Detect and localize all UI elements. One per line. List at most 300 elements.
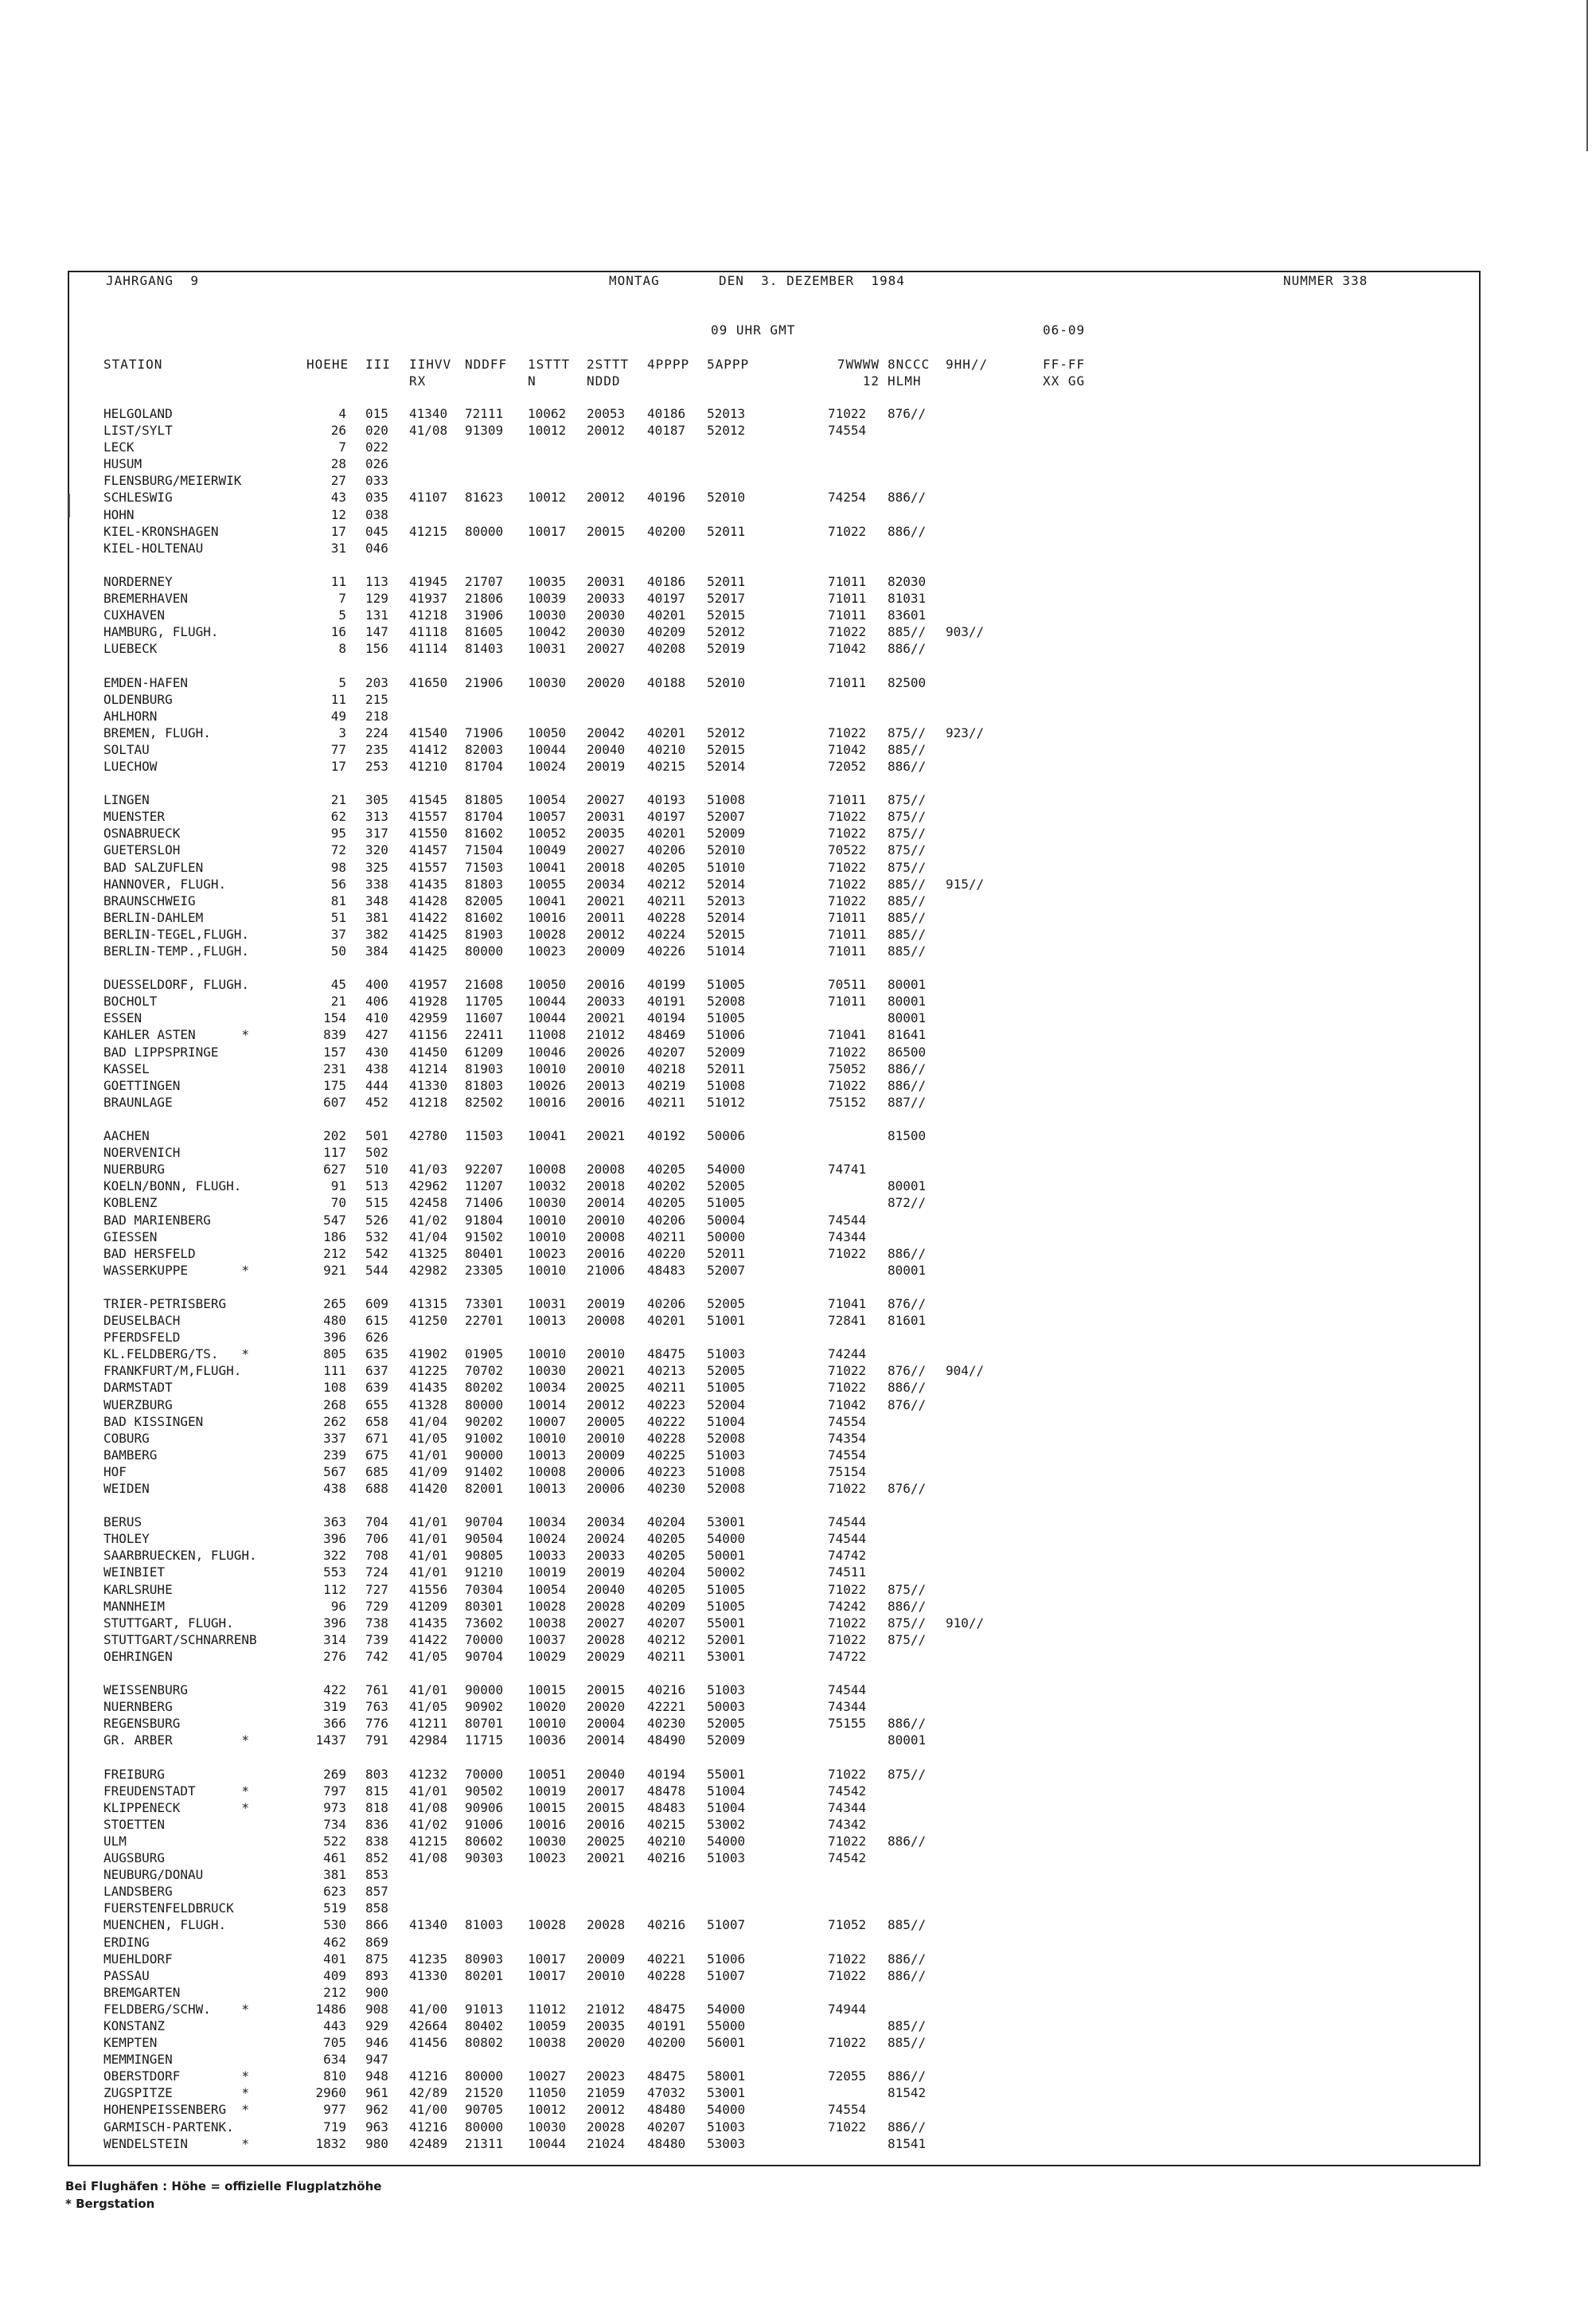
group-4pppp-cell: 40191 <box>647 994 686 1010</box>
group-9hh-cell <box>946 2017 984 2034</box>
blank-separator-row <box>465 1111 503 1127</box>
group-2sttt-cell: 20010 <box>587 1060 626 1076</box>
station-name-cell: OLDENBURG <box>103 691 173 707</box>
group-7wwww-cell: 74542 <box>828 1850 867 1866</box>
group-8nccc-cell <box>888 1564 926 1580</box>
group-4pppp-cell <box>647 1329 685 1346</box>
group-4pppp-cell: 48483 <box>647 1799 686 1815</box>
group-2sttt-cell: 21012 <box>587 2001 626 2017</box>
group-4pppp-cell: 40205 <box>647 1531 686 1547</box>
station-height-cell: 401 <box>323 1951 346 1967</box>
group-9hh-cell <box>946 640 984 657</box>
group-1sttt-cell: 10034 <box>528 1514 567 1530</box>
group-iihvv-cell: 41425 <box>409 943 448 959</box>
group-9hh-cell <box>946 708 984 725</box>
station-name-cell: HAMBURG, FLUGH. <box>103 624 219 640</box>
group-9hh-cell <box>946 1934 984 1951</box>
group-8nccc-cell: 886// <box>888 490 927 506</box>
station-height-cell: 314 <box>323 1631 346 1647</box>
group-1sttt-cell: 10030 <box>528 2119 567 2135</box>
group-2sttt-cell: 20040 <box>587 741 626 757</box>
station-id-cell: 038 <box>365 506 388 522</box>
group-1sttt-cell: 10054 <box>528 1581 567 1597</box>
blank-separator-row <box>828 657 866 674</box>
group-1sttt-cell: 10015 <box>528 1682 567 1698</box>
station-height-cell: 231 <box>323 1060 346 1076</box>
group-2sttt-cell: 20021 <box>587 1010 626 1026</box>
group-nddff-cell: 80000 <box>465 943 504 959</box>
group-nddff-cell <box>465 1984 503 2001</box>
station-height-cell: 3 <box>338 725 346 740</box>
group-5appp-cell <box>707 1144 745 1161</box>
group-8nccc-cell: 80001 <box>888 1178 927 1194</box>
group-9hh-cell <box>946 506 984 523</box>
group-1sttt-cell: 10028 <box>528 1598 567 1614</box>
station-height-cell: 462 <box>323 1934 346 1950</box>
group-7wwww-cell: 71011 <box>828 943 867 959</box>
group-iihvv-cell <box>409 455 447 472</box>
station-height-cell: 212 <box>323 1984 346 2000</box>
group-nddff-cell: 90000 <box>465 1682 504 1698</box>
group-8nccc-cell: 885// <box>888 624 927 640</box>
group-nddff-cell: 80301 <box>465 1598 504 1614</box>
group-9hh-cell <box>946 859 984 876</box>
blank-separator-row <box>888 1497 926 1514</box>
station-height-cell: 11 <box>330 573 346 589</box>
station-height-cell: 438 <box>323 1481 346 1496</box>
group-2sttt-cell: 20016 <box>587 1816 626 1832</box>
station-id-cell: 224 <box>365 725 388 740</box>
group-4pppp-cell: 40188 <box>647 674 686 690</box>
group-8nccc-cell: 876// <box>888 1363 927 1379</box>
station-height-cell: 4 <box>338 406 346 421</box>
station-name-cell: BRAUNSCHWEIG <box>103 892 196 908</box>
col-header-5appp: 5APPP <box>707 357 750 372</box>
group-7wwww-cell: 74742 <box>828 1548 867 1564</box>
group-nddff-cell: 81805 <box>465 792 504 808</box>
group-2sttt-cell: 21006 <box>587 1262 626 1278</box>
group-5appp-cell <box>707 1329 745 1346</box>
station-name-cell: KASSEL <box>103 1060 150 1076</box>
group-5appp-cell: 52009 <box>707 1732 746 1748</box>
blank-separator-row <box>828 775 866 791</box>
group-iihvv-cell <box>409 1984 447 2001</box>
group-5appp-cell: 52005 <box>707 1295 746 1311</box>
station-id-cell: 803 <box>365 1766 388 1782</box>
group-1sttt-cell: 10013 <box>528 1313 567 1329</box>
group-4pppp-cell: 40218 <box>647 1060 686 1076</box>
group-2sttt-cell <box>587 1329 625 1346</box>
group-iihvv-cell: 41425 <box>409 926 448 942</box>
station-height-cell: 363 <box>323 1514 346 1530</box>
group-8nccc-cell: 886// <box>888 1598 927 1614</box>
station-name-cell: WEINBIET <box>103 1564 166 1580</box>
group-4pppp-cell: 40204 <box>647 1514 686 1530</box>
group-iihvv-cell: 41/02 <box>409 1212 448 1228</box>
group-2sttt-cell: 20028 <box>587 1917 626 1933</box>
group-9hh-cell <box>946 1849 984 1866</box>
group-8nccc-cell <box>888 1530 926 1547</box>
group-9hh-cell <box>946 1648 984 1665</box>
group-9hh-cell: 923// <box>946 725 985 740</box>
group-5appp-cell: 51003 <box>707 1682 746 1698</box>
station-id-cell: 305 <box>365 792 388 808</box>
group-1sttt-cell: 10013 <box>528 1481 567 1496</box>
group-9hh-cell <box>946 2119 984 2135</box>
group-iihvv-cell: 41928 <box>409 994 448 1010</box>
group-5appp-cell: 50000 <box>707 1228 746 1244</box>
station-id-cell: 658 <box>365 1413 388 1429</box>
group-8nccc-cell <box>888 1783 926 1799</box>
group-iihvv-cell: 41957 <box>409 977 448 993</box>
station-height-cell: 21 <box>330 994 346 1010</box>
group-2sttt-cell: 20028 <box>587 2119 626 2135</box>
group-2sttt-cell: 20020 <box>587 2035 626 2051</box>
group-2sttt-cell <box>587 2051 625 2068</box>
group-5appp-cell: 53001 <box>707 1648 746 1664</box>
station-id-cell: 853 <box>365 1867 388 1883</box>
station-id-cell: 348 <box>365 892 388 908</box>
group-nddff-cell: 73602 <box>465 1615 504 1631</box>
group-2sttt-cell <box>587 1900 625 1916</box>
group-2sttt-cell: 20040 <box>587 1766 626 1782</box>
group-9hh-cell <box>946 1447 984 1463</box>
group-7wwww-cell: 71011 <box>828 994 867 1010</box>
group-2sttt-cell: 20019 <box>587 1564 626 1580</box>
group-5appp-cell: 52008 <box>707 994 746 1010</box>
station-name-cell: MUEHLDORF <box>103 1951 173 1967</box>
group-5appp-cell: 53001 <box>707 2085 746 2101</box>
group-8nccc-cell: 886// <box>888 758 927 774</box>
station-id-cell: 410 <box>365 1010 388 1026</box>
group-2sttt-cell <box>587 439 625 455</box>
group-iihvv-cell: 41211 <box>409 1716 448 1732</box>
station-id-cell: 791 <box>365 1732 388 1748</box>
blank-separator-row <box>409 1497 447 1514</box>
group-iihvv-cell: 41/01 <box>409 1447 448 1463</box>
group-7wwww-cell: 72841 <box>828 1313 867 1329</box>
group-2sttt-cell <box>587 455 625 472</box>
station-id-cell: 020 <box>365 423 388 439</box>
group-7wwww-cell: 71011 <box>828 607 867 623</box>
station-id-cell: 526 <box>365 1212 388 1228</box>
group-4pppp-cell <box>647 439 685 455</box>
group-4pppp-cell: 40192 <box>647 1128 686 1144</box>
group-2sttt-cell: 20014 <box>587 1732 626 1748</box>
blank-separator-row <box>587 1279 625 1295</box>
group-9hh-cell <box>946 1194 984 1211</box>
station-name-cell: DEUSELBACH <box>103 1313 181 1329</box>
group-7wwww-cell: 71022 <box>828 892 867 908</box>
station-id-cell: 961 <box>365 2085 388 2101</box>
group-nddff-cell: 81803 <box>465 1077 504 1093</box>
group-9hh-cell <box>946 1077 984 1094</box>
blank-separator-row <box>946 657 984 674</box>
group-8nccc-cell <box>888 1866 926 1883</box>
group-4pppp-cell: 40213 <box>647 1363 686 1379</box>
group-5appp-cell: 51004 <box>707 1783 746 1799</box>
station-name-cell: GIESSEN <box>103 1228 158 1244</box>
station-height-cell: 72 <box>330 842 346 858</box>
group-nddff-cell <box>465 472 503 489</box>
blank-separator-row <box>647 775 685 791</box>
station-id-cell: 615 <box>365 1313 388 1329</box>
station-name-cell: HOHENPEISSENBERG * <box>103 2102 250 2118</box>
group-8nccc-cell <box>888 472 926 489</box>
group-1sttt-cell: 10051 <box>528 1766 567 1782</box>
group-2sttt-cell: 21059 <box>587 2085 626 2101</box>
group-5appp-cell: 52005 <box>707 1363 746 1379</box>
group-5appp-cell: 52009 <box>707 1044 746 1060</box>
group-2sttt-cell: 20012 <box>587 926 626 942</box>
group-9hh-cell <box>946 1379 984 1396</box>
group-nddff-cell: 81602 <box>465 909 504 925</box>
group-9hh-cell <box>946 422 984 439</box>
group-iihvv-cell: 42962 <box>409 1178 448 1194</box>
group-1sttt-cell <box>528 455 566 472</box>
station-height-cell: 519 <box>323 1900 346 1916</box>
group-iihvv-cell: 41218 <box>409 1094 448 1110</box>
station-height-cell: 1486 <box>315 2001 346 2017</box>
group-8nccc-cell <box>888 1329 926 1346</box>
group-iihvv-cell <box>409 540 447 557</box>
group-7wwww-cell <box>828 708 866 725</box>
station-height-cell: 56 <box>330 876 346 892</box>
blank-separator-row <box>707 657 745 674</box>
blank-separator-row <box>888 959 926 976</box>
station-height-cell: 1437 <box>315 1732 346 1748</box>
group-8nccc-cell <box>888 1447 926 1463</box>
volume-label: JAHRGANG 9 <box>106 273 199 288</box>
group-nddff-cell <box>465 1934 503 1951</box>
station-id-cell: 761 <box>365 1682 388 1698</box>
group-2sttt-cell: 20020 <box>587 674 626 690</box>
group-nddff-cell: 90906 <box>465 1799 504 1815</box>
station-height-cell: 396 <box>323 1330 346 1346</box>
group-5appp-cell: 51006 <box>707 1027 746 1043</box>
group-8nccc-cell <box>888 1883 926 1900</box>
group-2sttt-cell: 21024 <box>587 2135 626 2151</box>
group-9hh-cell: 915// <box>946 876 985 892</box>
group-5appp-cell <box>707 540 745 557</box>
group-8nccc-cell: 83601 <box>888 607 927 623</box>
group-2sttt-cell: 20033 <box>587 1548 626 1564</box>
blank-separator-row <box>707 557 745 573</box>
blank-separator-row <box>293 959 346 976</box>
station-id-cell: 685 <box>365 1463 388 1479</box>
station-height-cell: 461 <box>323 1850 346 1866</box>
blank-separator-row <box>293 1497 346 1514</box>
group-9hh-cell <box>946 842 984 858</box>
group-4pppp-cell: 48475 <box>647 2068 686 2084</box>
group-1sttt-cell: 10036 <box>528 1732 567 1748</box>
group-nddff-cell: 81605 <box>465 624 504 640</box>
station-height-cell: 422 <box>323 1682 346 1698</box>
blank-separator-row <box>946 557 984 573</box>
group-4pppp-cell: 40205 <box>647 1195 686 1211</box>
group-1sttt-cell: 10044 <box>528 2135 567 2151</box>
group-iihvv-cell: 41945 <box>409 573 448 589</box>
group-iihvv-cell: 42780 <box>409 1128 448 1144</box>
group-4pppp-cell: 40220 <box>647 1245 686 1261</box>
station-name-cell: BAD KISSINGEN <box>103 1413 204 1429</box>
station-name-cell: WEIDEN <box>103 1481 150 1496</box>
station-id-cell: 131 <box>365 607 388 623</box>
group-nddff-cell: 81623 <box>465 490 504 506</box>
group-1sttt-cell: 10012 <box>528 2102 567 2118</box>
group-iihvv-cell: 41225 <box>409 1363 448 1379</box>
station-height-cell: 634 <box>323 2052 346 2068</box>
group-1sttt-cell: 10015 <box>528 1799 567 1815</box>
station-name-cell: LUECHOW <box>103 758 158 774</box>
blank-separator-row <box>828 1279 866 1295</box>
blank-separator-row <box>946 1111 984 1127</box>
group-4pppp-cell: 48475 <box>647 2001 686 2017</box>
group-9hh-cell <box>946 1967 984 1984</box>
group-iihvv-cell: 41118 <box>409 624 448 640</box>
blank-separator-row <box>587 1497 625 1514</box>
group-8nccc-cell <box>888 422 926 439</box>
group-2sttt-cell: 20010 <box>587 1430 626 1446</box>
group-2sttt-cell <box>587 1144 625 1161</box>
group-8nccc-cell: 885// <box>888 892 927 908</box>
group-2sttt-cell: 20033 <box>587 591 626 607</box>
col-header-iii: III <box>365 357 391 372</box>
station-name-cell: WEISSENBURG <box>103 1682 188 1698</box>
group-iihvv-cell: 42982 <box>409 1262 448 1278</box>
col-header-4pppp: 4PPPP <box>647 357 690 372</box>
group-iihvv-cell: 41902 <box>409 1346 448 1362</box>
station-height-cell: 366 <box>323 1716 346 1732</box>
blank-separator-row <box>946 1749 984 1766</box>
group-1sttt-cell: 10059 <box>528 2018 567 2033</box>
group-8nccc-cell <box>888 455 926 472</box>
group-1sttt-cell: 10024 <box>528 758 567 774</box>
station-name-cell: HOHN <box>103 506 135 522</box>
blank-separator-row <box>409 657 447 674</box>
station-height-cell: 37 <box>330 926 346 942</box>
height-column <box>293 405 346 2152</box>
group-4pppp-cell: 40205 <box>647 1581 686 1597</box>
blank-separator-row <box>828 1665 866 1681</box>
group-8nccc-cell: 81542 <box>888 2085 927 2101</box>
group-5appp-column <box>707 405 745 2152</box>
group-iihvv-cell: 41/01 <box>409 1548 448 1564</box>
group-8nccc-cell <box>888 1161 926 1178</box>
station-height-cell: 337 <box>323 1430 346 1446</box>
group-1sttt-cell: 11050 <box>528 2085 567 2101</box>
blank-separator-row <box>293 557 346 573</box>
group-nddff-cell: 92207 <box>465 1162 504 1178</box>
group-8nccc-cell <box>888 1934 926 1951</box>
group-2sttt-cell: 20016 <box>587 977 626 993</box>
group-5appp-cell: 52008 <box>707 1481 746 1496</box>
group-2sttt-cell <box>587 1934 625 1951</box>
group-5appp-cell: 52019 <box>707 641 746 657</box>
group-1sttt-cell: 11012 <box>528 2001 567 2017</box>
station-height-cell: 186 <box>323 1228 346 1244</box>
station-id-cell: 727 <box>365 1581 388 1597</box>
group-nddff-cell: 90000 <box>465 1447 504 1463</box>
station-name-cell: ZUGSPITZE * <box>103 2085 250 2101</box>
group-9hh-cell <box>946 758 984 775</box>
station-height-cell: 45 <box>330 977 346 993</box>
group-nddff-cell <box>465 1329 503 1346</box>
group-5appp-cell: 52014 <box>707 909 746 925</box>
group-2sttt-cell: 20015 <box>587 1682 626 1698</box>
group-9hh-cell <box>946 1212 984 1228</box>
group-2sttt-cell: 20034 <box>587 876 626 892</box>
group-9hh-cell <box>946 1799 984 1816</box>
station-id-cell: 929 <box>365 2018 388 2033</box>
group-9hh-cell: 910// <box>946 1615 985 1631</box>
station-name-cell: STUTTGART, FLUGH. <box>103 1615 234 1631</box>
blank-separator-row <box>465 959 503 976</box>
group-7wwww-cell <box>828 439 866 455</box>
station-id-cell: 815 <box>365 1783 388 1799</box>
group-7wwww-cell: 74554 <box>828 1413 867 1429</box>
group-4pppp-cell: 40194 <box>647 1010 686 1026</box>
blank-separator-row <box>365 1665 388 1681</box>
group-9hh-cell <box>946 1346 984 1362</box>
col-header-1sttt: 1STTT N <box>528 357 571 389</box>
station-id-cell: 035 <box>365 490 388 506</box>
group-2sttt-cell: 20031 <box>587 809 626 825</box>
group-4pppp-cell: 40200 <box>647 523 686 539</box>
group-7wwww-cell: 71022 <box>828 1615 867 1631</box>
group-5appp-cell: 53002 <box>707 1816 746 1832</box>
group-4pppp-cell: 40230 <box>647 1716 686 1732</box>
group-4pppp-cell: 40215 <box>647 1816 686 1832</box>
group-iihvv-cell: 41340 <box>409 406 448 421</box>
station-id-cell: 382 <box>365 926 388 942</box>
group-4pppp-cell: 40194 <box>647 1766 686 1782</box>
group-1sttt-cell <box>528 1866 566 1883</box>
group-9hh-cell <box>946 1631 984 1648</box>
blank-separator-row <box>365 1279 388 1295</box>
group-8nccc-cell: 885// <box>888 876 927 892</box>
group-5appp-cell: 51005 <box>707 1195 746 1211</box>
group-4pppp-cell: 40205 <box>647 859 686 875</box>
group-9hh-cell <box>946 1681 984 1698</box>
group-nddff-cell: 80000 <box>465 2119 504 2135</box>
col-header-2sttt: 2STTT NDDD <box>587 357 630 389</box>
group-8nccc-cell: 886// <box>888 1833 927 1849</box>
group-1sttt-cell: 10027 <box>528 2068 567 2084</box>
group-nddff-cell: 81903 <box>465 926 504 942</box>
station-name-cell: SCHLESWIG <box>103 490 173 506</box>
group-7wwww-cell: 74511 <box>828 1564 867 1580</box>
group-9hh-cell <box>946 2001 984 2017</box>
group-5appp-cell <box>707 455 745 472</box>
group-1sttt-cell: 10017 <box>528 1951 567 1967</box>
group-8nccc-cell: 80001 <box>888 1262 927 1278</box>
group-8nccc-cell: 885// <box>888 741 927 757</box>
blank-separator-row <box>465 775 503 791</box>
group-9hh-cell <box>946 2034 984 2051</box>
group-iihvv-cell: 41/04 <box>409 1228 448 1244</box>
group-2sttt-cell: 20028 <box>587 1631 626 1647</box>
group-7wwww-cell: 74342 <box>828 1816 867 1832</box>
group-nddff-cell: 73301 <box>465 1295 504 1311</box>
group-9hh-cell <box>946 1883 984 1900</box>
station-id-cell: 515 <box>365 1195 388 1211</box>
group-1sttt-cell: 10030 <box>528 1363 567 1379</box>
col-header-ff-ff: FF-FF XX GG <box>1043 357 1086 389</box>
group-4pppp-cell: 48478 <box>647 1783 686 1799</box>
group-4pppp-cell: 40200 <box>647 2035 686 2051</box>
group-4pppp-cell: 40216 <box>647 1917 686 1933</box>
